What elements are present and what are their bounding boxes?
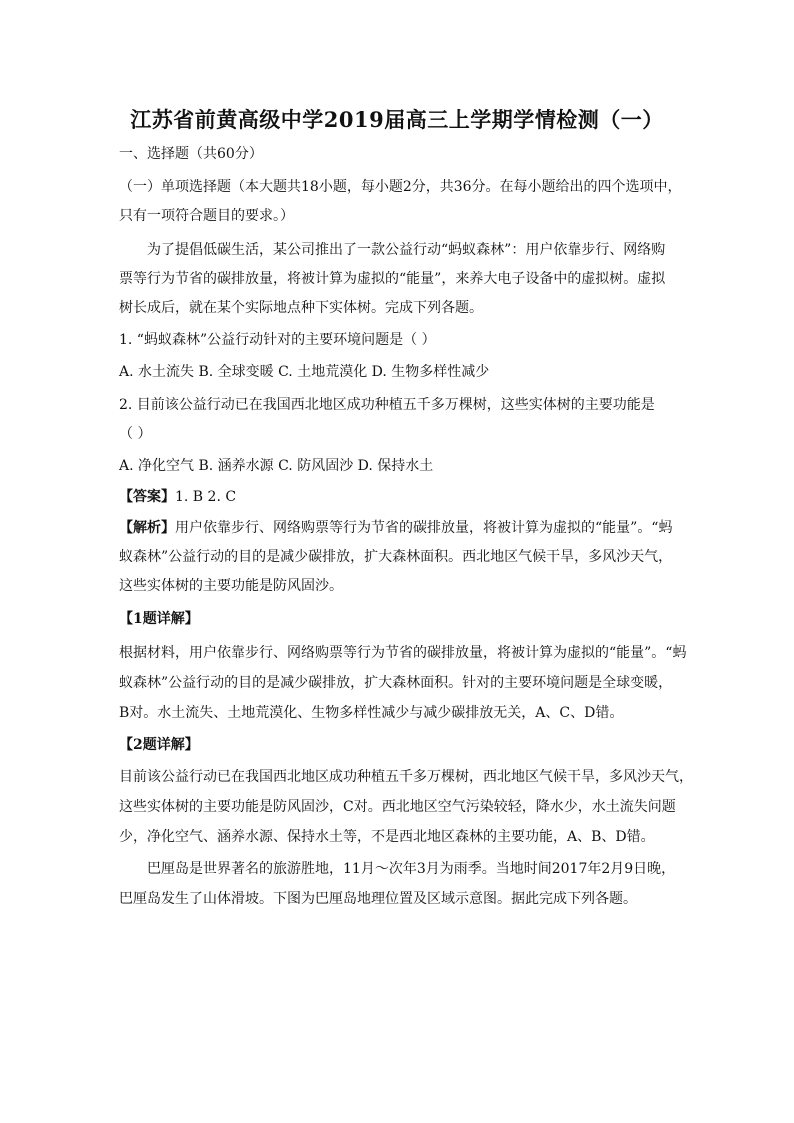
passage-line: 巴厘岛是世界著名的旅游胜地，11月～次年3月为雨季。当地时间2017年2月9日晚， [147,861,676,877]
detail-1-heading: 【1题详解】 [119,611,199,627]
document-title: 江苏省前黄高级中学2019届高三上学期学情检测（一） [130,107,664,132]
section-heading: 一、选择题（共60分） [119,146,263,162]
analysis-line: 蚁森林”公益行动的目的是减少碳排放，扩大森林面积。西北地区气候干旱，多风沙天气， [119,549,673,565]
passage-line: 树长成后，就在某个实际地点种下实体树。完成下列各题。 [119,300,483,316]
passage-line: 票等行为节省的碳排放量，将被计算为虚拟的“能量”，来养大电子设备中的虚拟树。虚拟 [119,271,666,287]
question-1-options: A. 水土流失 B. 全球变暖 C. 土地荒漠化 D. 生物多样性减少 [119,364,490,380]
passage-line: 巴厘岛发生了山体滑坡。下图为巴厘岛地理位置及区域示意图。据此完成下列各题。 [119,891,637,907]
question-2: 2. 目前该公益行动已在我国西北地区成功种植五千多万棵树，这些实体树的主要功能是 [119,397,655,413]
detail-2-heading: 【2题详解】 [119,737,199,753]
detail-1-line: B对。水土流失、土地荒漠化、生物多样性减少与减少碳排放无关，A、C、D错。 [119,705,624,721]
detail-1-line: 蚁森林”公益行动的目的是减少碳排放，扩大森林面积。针对的主要环境问题是全球变暖， [119,675,673,691]
answer-tag: 【答案】 [119,489,175,505]
detail-2-line: 这些实体树的主要功能是防风固沙，C对。西北地区空气污染较轻，降水少，水土流失问题 [119,799,676,815]
question-2-options: A. 净化空气 B. 涵养水源 C. 防风固沙 D. 保持水土 [119,458,434,474]
analysis-text: 用户依靠步行、网络购票等行为节省的碳排放量，将被计算为虚拟的“能量”。“蚂 [175,520,673,536]
analysis-line [119,518,679,538]
instruction-line: （一）单项选择题（本大题共18小题，每小题2分，共36分。在每小题给出的四个选项中， [119,179,682,195]
question-2-blank: （ ） [119,426,152,442]
analysis-tag: 【解析】 [119,520,175,536]
detail-2-line: 少，净化空气、涵养水源、保持水土等，不是西北地区森林的主要功能，A、B、D错。 [119,829,655,845]
answer-text: 1. B 2. C [175,489,237,505]
instruction-line: 只有一项符合题目的要求。） [119,208,294,224]
analysis-line: 这些实体树的主要功能是防风固沙。 [119,578,343,594]
answer-line [119,487,679,507]
question-1: 1. “蚂蚁森林”公益行动针对的主要环境问题是（ ） [119,332,436,348]
detail-2-line: 目前该公益行动已在我国西北地区成功种植五千多万棵树，西北地区气候干旱，多风沙天气， [119,769,693,785]
passage-line: 为了提倡低碳生活，某公司推出了一款公益行动“蚂蚁森林”：用户依靠步行、网络购 [147,242,666,258]
detail-1-line: 根据材料，用户依靠步行、网络购票等行为节省的碳排放量，将被计算为虚拟的“能量”。“蚂 [119,645,687,661]
